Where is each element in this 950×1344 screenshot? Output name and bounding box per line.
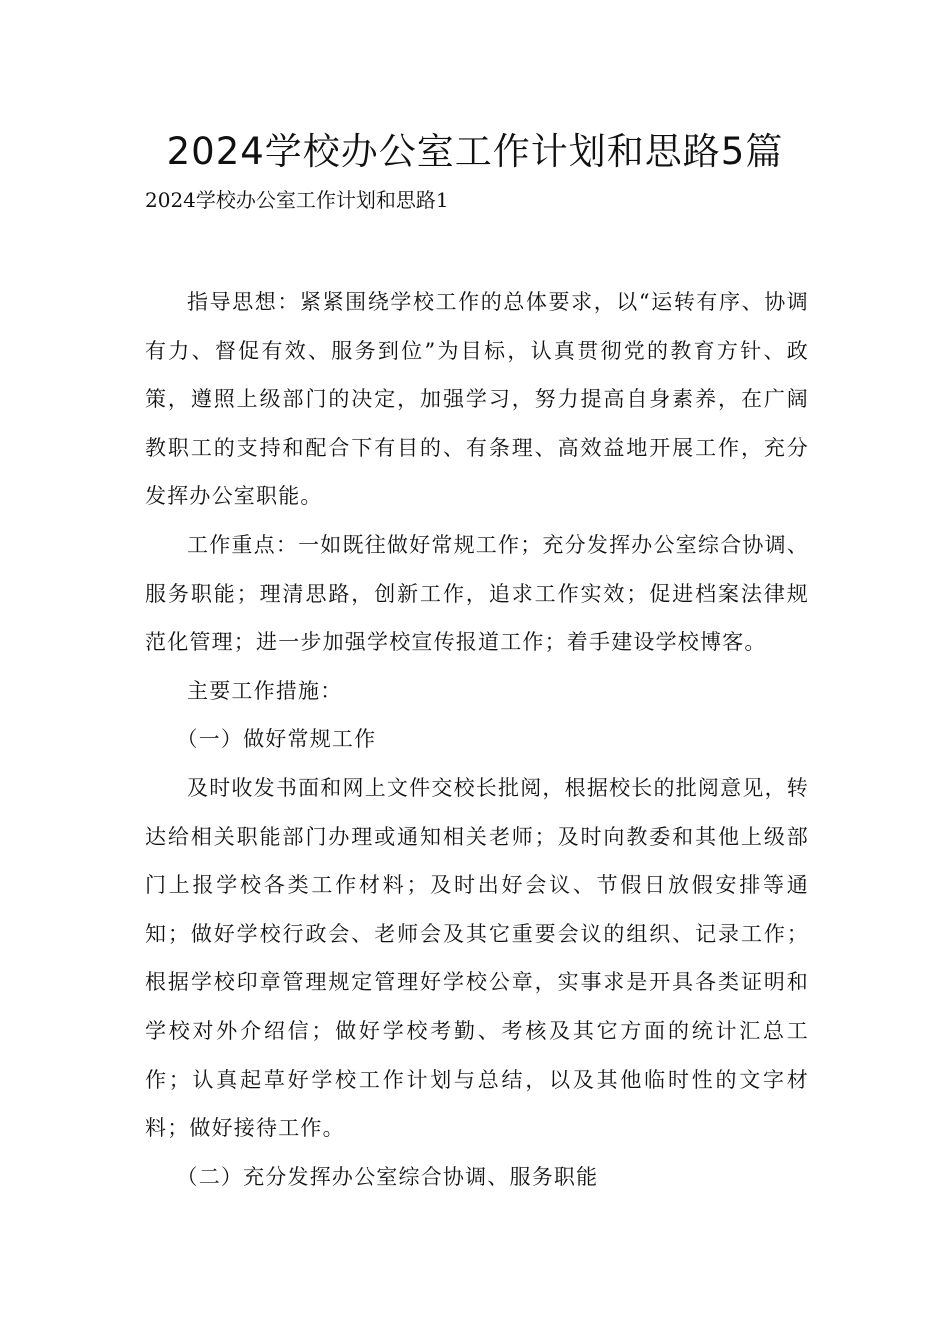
document-body bbox=[145, 278, 809, 1201]
section-heading-1: （一）做好常规工作 bbox=[176, 727, 377, 752]
section-heading-2: （二）充分发挥办公室综合协调、服务职能 bbox=[176, 1164, 599, 1189]
paragraph-work-focus: 工作重点：一如既往做好常规工作；充分发挥办公室综合协调、服务职能；理清思路，创新工作，追求工作实效；促进档案法律规范化管理；进一步加强学校宣传报道工作；着手建设学校博客。 bbox=[145, 532, 809, 655]
paragraph-routine-work: 及时收发书面和网上文件交校长批阅，根据校长的批阅意见，转达给相关职能部门办理或通知相关老师；及时向教委和其他上级部门上报学校各类工作材料；及时出好会议、节假日放假安排等通知；做好学校行政会、老师会及其它重要会议的组织、记录工作；根据学校印章管理规定管理好学校公章，实事求是开具各类证明和学校对外介绍信；做好学校考勤、考核及其它方面的统计汇总工作；认真起草好学校工作计划与总结，以及其他临时性的文字材料；做好接待工作。 bbox=[145, 775, 809, 1141]
document-subtitle: 2024学校办公室工作计划和思路1 bbox=[145, 188, 449, 212]
paragraph-guiding-thought: 指导思想：紧紧围绕学校工作的总体要求，以“运转有序、协调有力、督促有效、服务到位”为目标，认真贯彻党的教育方针、政策，遵照上级部门的决定，加强学习，努力提高自身素养，在广阔教职工的支持和配合下有目的、有条理、高效益地开展工作，充分发挥办公室职能。 bbox=[145, 290, 809, 509]
document-title: 2024学校办公室工作计划和思路5篇 bbox=[166, 130, 784, 173]
paragraph-main-measures: 主要工作措施： bbox=[187, 678, 343, 703]
